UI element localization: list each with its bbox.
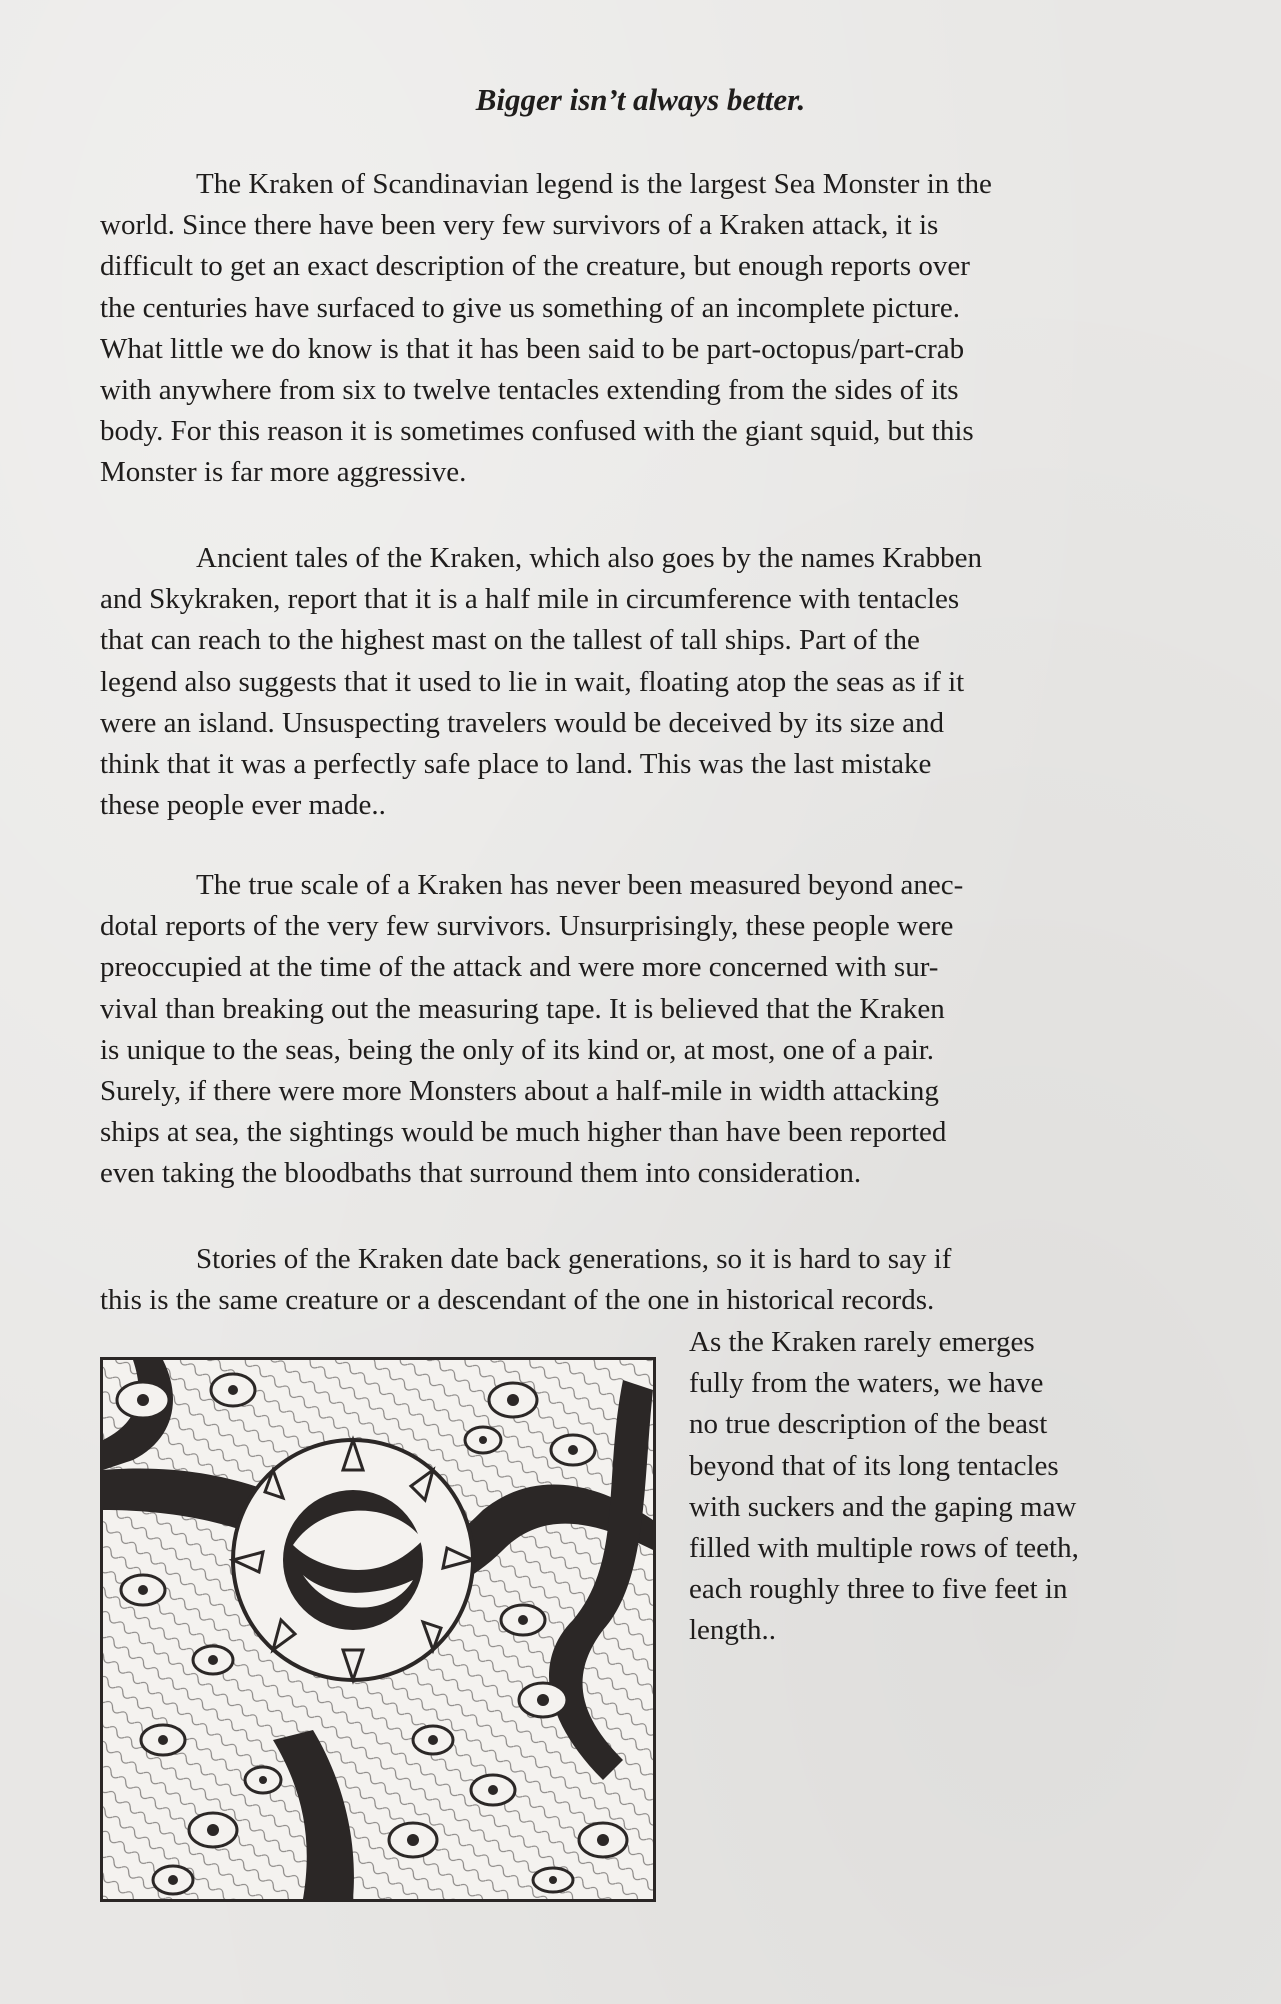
text-line: is unique to the seas, being the only of its kind or, at most, one of a pair. [100,1033,935,1066]
text-line: this is the same creature or a descendant of the one in historical records. [100,1284,935,1317]
text-line: dotal reports of the very few survivors. Unsurprisingly, these people were [100,910,954,943]
text-line: filled with multiple rows of teeth, [689,1532,1079,1565]
kraken-illustration [100,1357,656,1902]
text-line: these people ever made.. [100,789,386,822]
text-line: beyond that of its long tentacles [689,1449,1059,1482]
text-line: were an island. Unsuspecting travelers would be deceived by its size and [100,706,944,739]
text-line: length.. [689,1614,776,1647]
text-line: legend also suggests that it used to lie in wait, floating atop the seas as if it [100,665,965,698]
text-line: with suckers and the gaping maw [689,1490,1077,1523]
text-line: think that it was a perfectly safe place to land. This was the last mistake [100,748,932,781]
text-line: fully from the waters, we have [689,1367,1044,1400]
text-line: and Skykraken, report that it is a half mile in circumference with tentacles [100,583,960,616]
text-line: ships at sea, the sightings would be much higher than have been reported [100,1116,947,1149]
section-heading: Bigger isn’t always better. [475,82,806,117]
text-line: Ancient tales of the Kraken, which also goes by the names Krabben [196,542,982,574]
text-line: world. Since there have been very few survivors of a Kraken attack, it is [100,209,939,242]
text-line: that can reach to the highest mast on the tallest of tall ships. Part of the [100,624,920,657]
text-line: even taking the bloodbaths that surround them into consideration. [100,1157,862,1190]
text-line: difficult to get an exact description of the creature, but enough reports over [100,250,970,283]
text-line: the centuries have surfaced to give us something of an incomplete picture. [100,291,961,324]
text-line: with anywhere from six to twelve tentacles extending from the sides of its [100,374,959,407]
text-line: What little we do know is that it has been said to be part-octopus/part-crab [100,332,965,365]
text-line: body. For this reason it is sometimes confused with the giant squid, but this [100,415,974,448]
text-line: The Kraken of Scandinavian legend is the largest Sea Monster in the [196,168,992,200]
paragraph-ancient-tales [100,538,1145,826]
text-line: each roughly three to five feet in [689,1573,1068,1606]
text-line: preoccupied at the time of the attack and were more concerned with sur- [100,951,939,984]
text-line: Monster is far more aggressive. [100,456,467,489]
text-line: The true scale of a Kraken has never been measured beyond anec- [196,869,964,901]
text-line: As the Kraken rarely emerges [689,1326,1035,1358]
paragraph-kraken-legend [100,164,1145,494]
text-line: vival than breaking out the measuring tape. It is believed that the Kraken [100,992,945,1025]
paragraph-maw-description [689,1322,1169,1652]
text-line: no true description of the beast [689,1408,1048,1441]
text-line: Surely, if there were more Monsters about a half-mile in width attacking [100,1075,939,1108]
paragraph-true-scale [100,865,1145,1195]
text-line: Stories of the Kraken date back generations, so it is hard to say if [196,1243,952,1275]
kraken-drawing [103,1360,653,1899]
paragraph-stories [100,1239,1145,1321]
